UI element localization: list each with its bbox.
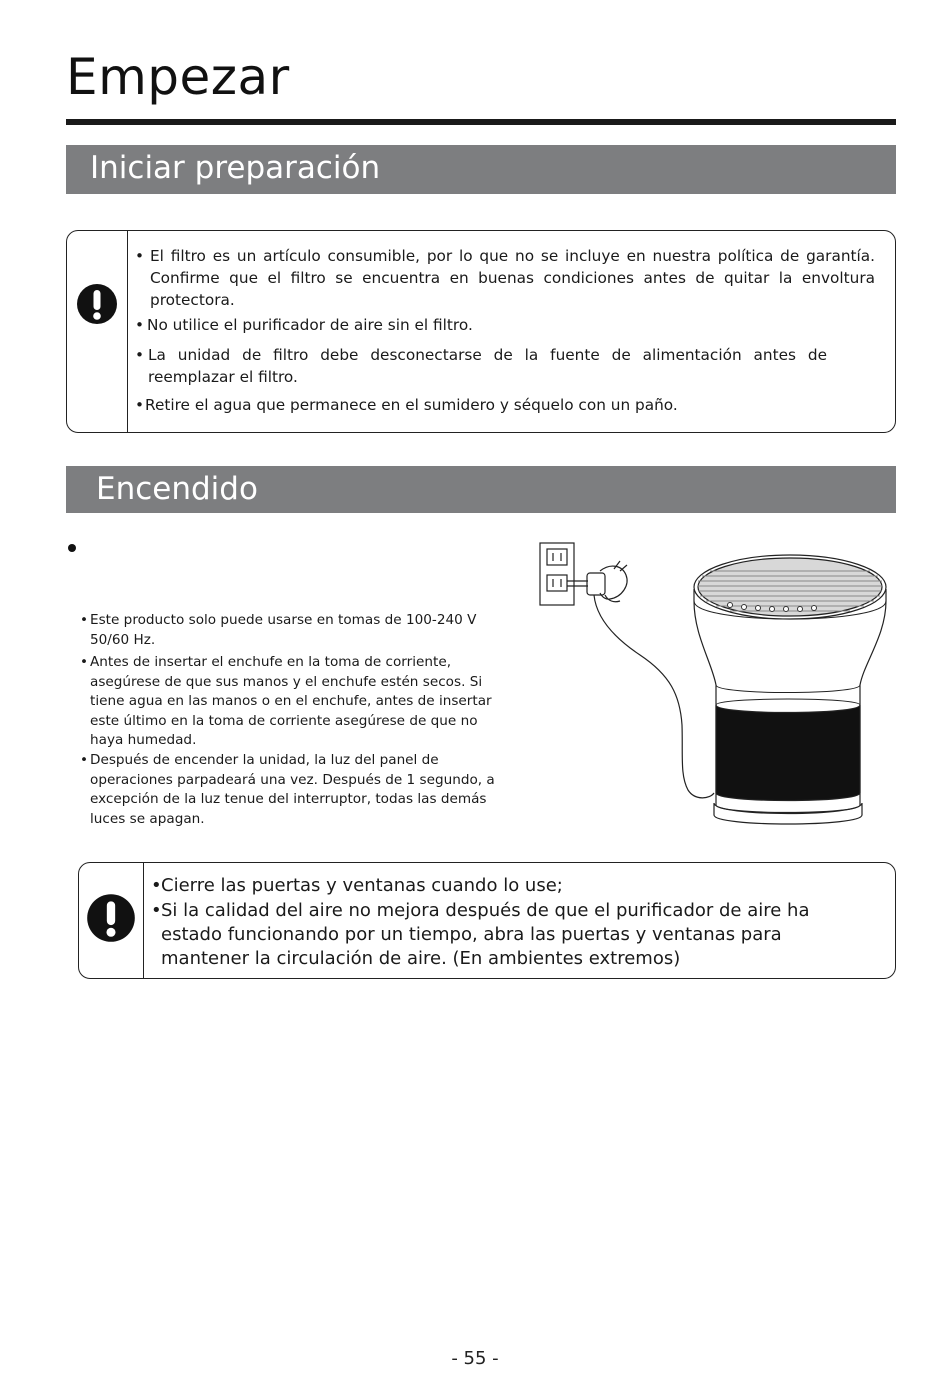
notice-item: • Si la calidad del aire no mejora después de que el purificador de aire ha estado funcionando por un tiempo, abra las puertas y ventanas para mantener la circulación de aire. (En ambientes extremos) (151, 900, 810, 969)
notice-item: • El filtro es un artículo consumible, por lo que no se incluye en nuestra política de garantía. Confirme que el filtro se encuentra en buenas condiciones antes de quitar la envoltura protectora. (135, 247, 875, 309)
warning-notice-preparation (66, 230, 896, 433)
section-heading: Encendido (96, 471, 258, 507)
title-divider (66, 119, 896, 125)
notice-item: • Retire el agua que permanece en el sumidero y séquelo con un paño. (135, 396, 678, 414)
exclamation-icon (86, 893, 136, 943)
air-purifier-plugged-into-outlet-illustration (530, 535, 900, 845)
list-item: • Este producto solo puede usarse en tomas de 100-240 V 50/60 Hz. (80, 612, 477, 648)
notice-icon-cell (67, 231, 128, 432)
list-item: • Después de encender la unidad, la luz del panel de operaciones parpadeará una vez. Después de 1 segundo, a excepción de la luz tenue del interruptor, todas las demás luces se apagan. (80, 752, 495, 827)
section-header-preparation (66, 145, 896, 194)
page-number: - 55 - (451, 1348, 499, 1369)
exclamation-icon (76, 283, 118, 325)
section-heading: Iniciar preparación (90, 150, 381, 186)
notice-item: • La unidad de filtro debe desconectarse de la fuente de alimentación antes de reemplazar el filtro. (135, 346, 827, 386)
list-item: • Antes de insertar el enchufe en la toma de corriente, asegúrese de que sus manos y el enchufe estén secos. Si tiene agua en las manos o en el enchufe, antes de insertar este último en la toma de corriente asegúrese de que no haya humedad. (80, 654, 492, 748)
notice-item: • Cierre las puertas y ventanas cuando lo use; (151, 875, 563, 896)
notice-item: • No utilice el purificador de aire sin el filtro. (135, 316, 473, 334)
bullet-marker (68, 544, 76, 552)
warning-notice-ventilation (78, 862, 896, 979)
page-title: Empezar (66, 48, 290, 106)
notice-icon-cell (79, 863, 144, 978)
section-header-power-on (66, 466, 896, 513)
